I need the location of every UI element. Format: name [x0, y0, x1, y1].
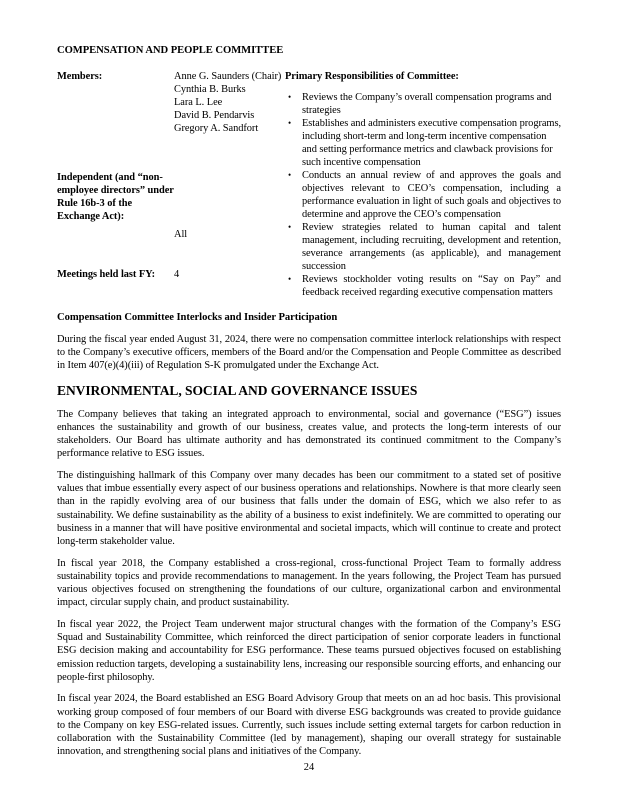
esg-paragraph: The distinguishing hallmark of this Company over many decades has been our commitment to a stated set of positive values that imbue essentially every aspect of our business operations and relationships. Nowhere is that more clearly seen than in the rapidly evolving area of our business that falls under the domain of ESG, which we also refer to as sustainability. We define sustainability as the ability of a business to exist indefinitely. We are committed to operating our business in a manner that will have positive environmental and societal impacts, which will continue to create and protect long-term stakeholder value.	[57, 469, 561, 547]
bullet-icon: •	[288, 222, 292, 232]
bullet-icon: •	[288, 274, 292, 284]
committee-table	[57, 70, 561, 299]
responsibility-item	[285, 221, 561, 273]
member-name: Anne G. Saunders (Chair)	[174, 71, 282, 82]
responsibilities-column	[285, 70, 561, 299]
responsibility-item	[285, 117, 561, 169]
committee-title: COMPENSATION AND PEOPLE COMMITTEE	[57, 45, 284, 56]
responsibilities-list	[285, 91, 561, 299]
meetings-value: 4	[174, 269, 180, 280]
page-number: 24	[303, 762, 315, 773]
member-name: Lara L. Lee	[174, 97, 223, 108]
responsibility-item	[285, 91, 561, 117]
members-label: Members:	[57, 71, 103, 82]
meetings-label: Meetings held last FY:	[57, 269, 156, 280]
member-name: Gregory A. Sandfort	[174, 123, 259, 134]
bullet-icon: •	[288, 92, 292, 102]
bullet-icon: •	[288, 170, 292, 180]
esg-paragraph: The Company believes that taking an integrated approach to environmental, social and governance (“ESG”) issues enhances the sustainability and growth of our business, creates value, and protects the long-term interests of our stakeholders. Our Board has ultimate authority and has demonstrated its continued commitment to the Company’s performance relative to ESG issues.	[57, 408, 561, 460]
responsibility-item	[285, 273, 561, 299]
responsibilities-title: Primary Responsibilities of Committee:	[285, 71, 459, 82]
responsibility-text: Establishes and administers executive compensation programs, including short-term and long-term incentive compensation and setting performance metrics and clawback provisions for such incentive compensation	[302, 118, 562, 168]
esg-paragraph: In fiscal year 2018, the Company established a cross-regional, cross-functional Project Team to formally address sustainability topics and provide recommendations to management. In the years following, the Project Team has pursued various objectives focused on strengthening the foundations of our culture, organizational carbon and environmental impact, circular supply chain, and product sustainability.	[57, 557, 561, 609]
responsibility-text: Reviews the Company’s overall compensation programs and strategies	[302, 92, 552, 116]
independent-value: All	[174, 229, 188, 240]
member-name: Cynthia B. Burks	[174, 84, 246, 95]
bullet-icon: •	[288, 118, 292, 128]
esg-paragraph: In fiscal year 2024, the Board established an ESG Board Advisory Group that meets on an ad hoc basis. This provisional working group composed of four members of our Board with diverse ESG backgrounds was created to provide guidance to the Company on key ESG-related issues. Currently, such issues include setting external targets for carbon reduction in collaboration with the Sustainability Committee (led by management), shaping our overall strategy for sustainable innovation, and strengthening social plans and initiatives of the Company.	[57, 693, 561, 758]
responsibility-item	[285, 169, 561, 221]
esg-heading: ENVIRONMENTAL, SOCIAL AND GOVERNANCE ISSUES	[57, 383, 418, 399]
responsibility-text: Reviews stockholder voting results on “Say on Pay” and feedback received regarding executive compensation matters	[302, 274, 561, 298]
independent-label: Independent (and “non-employee directors” under Rule 16b-3 of the Exchange Act):	[57, 172, 174, 222]
esg-paragraph: In fiscal year 2022, the Project Team underwent major structural changes with the formation of the Company’s ESG Squad and Sustainability Committee, which reinforced the direct participation of senior corporate leaders in functional ESG decision making and accountability for ESG performance. These teams pursued objectives focused on establishing emission reduction targets, developing a sustainability lens, increasing our responsible sourcing efforts, and enhancing our people-first philosophy.	[57, 618, 561, 683]
responsibility-text: Conducts an annual review of and approves the goals and objectives relevant to CEO’s compensation, including a performance evaluation in light of such goals and objectives to determine and approve the CEO’s compensation	[302, 170, 561, 220]
responsibility-text: Review strategies related to human capital and talent management, including recruiting, development and retention, severance arrangements (as applicable), and management succession	[302, 222, 561, 272]
interlocks-heading: Compensation Committee Interlocks and Insider Participation	[57, 312, 338, 323]
member-name: David B. Pendarvis	[174, 110, 255, 121]
members-list	[174, 70, 285, 153]
interlocks-paragraph: During the fiscal year ended August 31, 2024, there were no compensation committee interlock relationships with respect to the Company’s executive officers, members of the Board and/or the Compensation and People Committee as described in Item 407(e)(4)(iii) of Regulation S-K promulgated under the Exchange Act.	[57, 333, 561, 371]
